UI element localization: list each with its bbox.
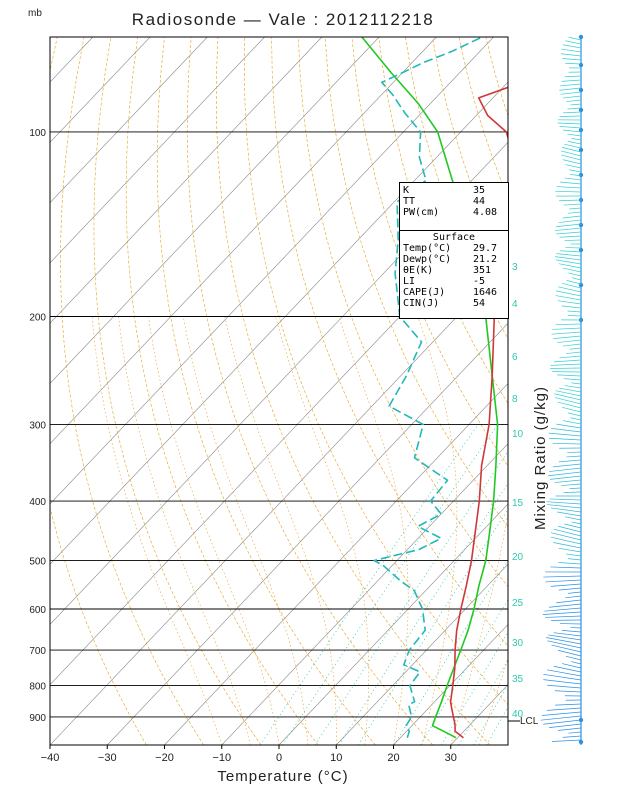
wind-barb: [564, 379, 581, 380]
index-label: PW(cm): [403, 207, 440, 218]
wind-barb: [562, 407, 581, 412]
x-tick-label: 10: [330, 752, 343, 764]
wind-barb: [562, 59, 581, 60]
wind-barb: [562, 80, 581, 81]
isotherm-line: [0, 37, 207, 745]
wind-barb: [554, 394, 581, 400]
surface-row: [400, 287, 508, 298]
dry-adiabat-line: [593, 37, 618, 745]
wind-barb: [566, 656, 581, 660]
wind-barb: [555, 480, 581, 483]
wind-barb: [564, 524, 581, 528]
wind-barb: [552, 332, 581, 334]
index-row: [400, 185, 508, 196]
wind-barb: [553, 464, 581, 467]
parcel-curve: [362, 37, 498, 738]
wind-barb: [568, 134, 581, 136]
wind-barb: [555, 191, 581, 192]
wind-barb: [567, 108, 581, 109]
wind-barb: [560, 84, 581, 86]
pressure-tick-label: 700: [29, 646, 46, 658]
x-tick-label: 30: [444, 752, 457, 764]
wind-barb: [551, 508, 581, 512]
surface-row: [400, 265, 508, 276]
wind-barb: [572, 278, 581, 280]
wind-barb: [556, 324, 581, 325]
wind-barb: [562, 630, 581, 632]
wind-barb: [547, 641, 581, 648]
mixing-ratio-tick-label: 25: [512, 598, 524, 609]
wind-level-dot: [579, 173, 583, 177]
wind-barb: [560, 251, 581, 252]
surface-label: CIN(J): [403, 298, 440, 309]
mixing-ratio-tick-label: 35: [512, 674, 524, 685]
wind-barb: [562, 664, 581, 668]
mixing-ratio-tick-label: 8: [512, 394, 518, 405]
wind-barb: [550, 476, 581, 479]
wind-barb: [563, 130, 581, 132]
wind-barb: [558, 728, 581, 730]
isotherm-line: [394, 37, 618, 745]
surface-label: LI: [403, 276, 416, 287]
wind-level-dot: [579, 223, 583, 227]
surface-title: Surface: [432, 232, 476, 243]
pressure-tick-label: 500: [29, 556, 46, 568]
mixing-ratio-line: [315, 425, 526, 746]
mixing-ratio-line: [441, 425, 618, 746]
surface-value: 351: [473, 265, 492, 276]
pressure-tick-label: 100: [29, 127, 46, 139]
surface-value: 1646: [473, 287, 498, 298]
x-tick-label: −40: [40, 752, 60, 764]
wind-barb: [548, 472, 581, 476]
wind-barb: [559, 356, 581, 358]
dry-adiabat-line: [61, 37, 204, 745]
wind-barb: [549, 468, 581, 472]
wind-barb: [563, 160, 581, 164]
moist-adiabat-line: [225, 317, 336, 746]
wind-barb: [559, 460, 581, 462]
sounding-curves: [362, 37, 618, 738]
moist-adiabat-line: [183, 317, 307, 746]
wind-barb: [565, 165, 581, 168]
wind-barb: [550, 499, 581, 500]
wind-barb: [556, 224, 581, 227]
wind-barb: [551, 533, 581, 540]
wind-barb: [561, 54, 581, 56]
mixing-ratio-line: [487, 425, 618, 746]
moist-adiabat-line: [418, 317, 457, 746]
wind-barb: [567, 452, 581, 453]
dry-adiabat-line: [298, 37, 618, 745]
wind-barb: [570, 488, 581, 489]
wind-barb: [543, 680, 581, 684]
wind-barb: [556, 291, 581, 296]
wind-barb: [547, 685, 581, 688]
wind-barb: [550, 368, 581, 369]
wind-barb: [566, 456, 581, 457]
wind-barb: [556, 232, 581, 234]
isotherm-line: [508, 37, 618, 745]
wind-barb: [547, 502, 581, 504]
wind-barb: [555, 704, 581, 705]
lcl-label: LCL: [520, 716, 539, 727]
wind-barb: [571, 104, 581, 105]
x-tick-label: 0: [275, 752, 283, 764]
moist-adiabat-line: [119, 317, 251, 746]
wind-barb: [563, 736, 581, 737]
wind-barb: [555, 257, 581, 260]
pressure-tick-label: 800: [29, 681, 46, 693]
isotherm-line: [165, 37, 618, 745]
wind-barb: [557, 187, 581, 188]
isotherm-line: [0, 37, 265, 745]
surface-value: -5: [473, 276, 486, 287]
dry-adiabat-line: [157, 37, 375, 745]
wind-barb: [556, 600, 581, 603]
moist-adiabat-line: [276, 317, 369, 746]
wind-barb: [568, 315, 581, 316]
moist-adiabat-line: [508, 317, 618, 746]
wind-barb: [558, 287, 581, 292]
wind-barb: [559, 588, 581, 590]
pressure-tick-label: 900: [29, 712, 46, 724]
wind-barb: [556, 296, 581, 300]
x-tick-label: 20: [387, 752, 400, 764]
mixing-ratio-line: [283, 425, 498, 746]
pressure-tick-label: 400: [29, 497, 46, 509]
index-value: 4.08: [473, 207, 498, 218]
wind-barb: [558, 562, 581, 564]
wind-barb: [545, 616, 581, 617]
wind-barb: [552, 645, 581, 652]
surface-value: 29.7: [473, 243, 498, 254]
wind-barb: [564, 240, 581, 241]
wind-barb: [554, 633, 581, 636]
wind-level-dot: [579, 740, 583, 744]
wind-barb: [556, 254, 581, 256]
dry-adiabat-line: [379, 37, 618, 745]
isotherm-line: [0, 37, 36, 745]
wind-barb: [543, 720, 581, 724]
wind-barb: [551, 364, 581, 365]
chart-title: Radiosonde — Vale : 2012112218: [131, 10, 435, 29]
wind-barb: [560, 236, 581, 237]
stability-indices-box: [399, 182, 509, 231]
wind-barb: [558, 123, 581, 124]
wind-barb: [560, 92, 581, 94]
dry-adiabat-line: [432, 37, 618, 745]
wind-barb: [557, 340, 581, 343]
wind-barb: [554, 360, 581, 362]
wind-barb: [569, 170, 581, 172]
wind-barb: [563, 96, 581, 98]
wind-barb: [551, 584, 581, 586]
wind-barb: [549, 438, 581, 440]
isotherm-line: [0, 37, 93, 745]
wind-barb: [563, 216, 581, 218]
wind-barb: [550, 567, 581, 568]
plot-frame: [50, 37, 508, 745]
wind-barb: [542, 712, 581, 715]
wind-barb: [564, 144, 581, 148]
wind-barb: [564, 204, 581, 205]
wind-barb: [565, 41, 581, 44]
isotherm-line: [0, 37, 322, 745]
surface-row: [400, 276, 508, 287]
wind-level-dot: [579, 35, 583, 39]
mixing-ratio-tick-label: 10: [512, 429, 524, 440]
x-axis-label: Temperature (°C): [217, 768, 349, 785]
index-row: [400, 207, 508, 218]
wind-barb: [571, 383, 581, 384]
surface-label: θE(K): [403, 265, 434, 276]
wind-barb: [543, 576, 581, 577]
mixing-ratio-tick-label: 3: [512, 262, 518, 273]
wind-barb: [555, 398, 581, 404]
index-label: TT: [403, 196, 416, 207]
wind-barb: [566, 352, 581, 354]
pressure-tick-label: 600: [29, 604, 46, 616]
wind-barb: [565, 596, 581, 598]
wind-barb: [562, 283, 581, 288]
dewpoint-curve: [374, 37, 482, 738]
wind-barb: [557, 375, 581, 376]
wind-barb: [572, 138, 581, 140]
wind-barb: [559, 548, 581, 552]
wind-barb: [568, 273, 581, 276]
mixing-ratio-tick-label: 40: [512, 709, 524, 720]
wind-barb: [566, 554, 581, 556]
wind-barb: [565, 178, 581, 180]
wind-barb: [568, 212, 581, 213]
mixing-ratio-line: [394, 425, 595, 746]
index-value: 35: [473, 185, 486, 196]
wind-barb: [544, 608, 581, 611]
isotherm-line: [0, 37, 618, 745]
x-tick-label: −10: [212, 752, 232, 764]
wind-barb: [555, 228, 581, 231]
x-tick-label: −20: [155, 752, 174, 764]
wind-barb: [552, 740, 581, 741]
wind-level-dot: [579, 63, 583, 67]
wind-barb: [556, 260, 581, 264]
wind-barb: [560, 182, 581, 184]
wind-barb: [551, 428, 581, 432]
wind-barb: [569, 208, 581, 209]
index-value: 44: [473, 196, 486, 207]
wind-barb: [549, 604, 581, 607]
wind-barb: [553, 336, 581, 339]
wind-barb: [570, 348, 581, 349]
wind-barb: [543, 612, 581, 615]
surface-row: [400, 254, 508, 265]
mixing-ratio-tick-label: 20: [512, 552, 524, 563]
wind-barb: [561, 49, 581, 52]
mixing-ratio-tick-label: 15: [512, 498, 524, 509]
wind-barb: [558, 301, 581, 304]
index-label: K: [403, 185, 410, 196]
dry-adiabat-line: [126, 37, 318, 745]
pressure-tick-label: 200: [29, 312, 46, 324]
wind-barb: [571, 662, 581, 664]
mixing-ratio-tick-label: 6: [512, 352, 518, 363]
isotherm-line: [279, 37, 618, 745]
surface-parameters-box: [399, 230, 509, 319]
isotherm-line: [0, 37, 551, 745]
wind-barb: [565, 517, 581, 520]
wind-barb: [563, 112, 581, 113]
wind-barb: [562, 147, 581, 152]
wind-barb: [555, 691, 581, 692]
surface-label: CAPE(J): [403, 287, 446, 298]
wind-barb: [563, 45, 581, 48]
wind-barb: [559, 388, 581, 392]
wind-barb: [547, 505, 581, 508]
mixing-ratio-line: [421, 425, 618, 746]
wind-level-dot: [579, 248, 583, 252]
wind-barb: [561, 151, 581, 156]
wind-barb: [554, 529, 581, 536]
mixing-ratio-tick-label: 4: [512, 299, 518, 310]
wind-barb: [559, 200, 581, 201]
wind-barb: [559, 220, 581, 223]
wind-barb: [563, 421, 581, 424]
dry-adiabat-line: [26, 37, 147, 745]
surface-row: [400, 298, 508, 309]
surface-label: Dewp(°C): [403, 254, 452, 265]
wind-barb: [552, 328, 581, 329]
wind-barb: [568, 559, 581, 560]
pressure-tick-label: 300: [29, 420, 46, 432]
wind-barb: [562, 306, 581, 308]
wind-barb: [556, 424, 581, 428]
wind-barb: [549, 724, 581, 728]
wind-barb: [567, 280, 581, 284]
wind-barb: [541, 716, 581, 720]
chart-grid: [0, 37, 618, 745]
dry-adiabat-line: [187, 37, 433, 745]
wind-barb: [565, 63, 581, 64]
wind-barb: [563, 344, 581, 346]
wind-barb: [572, 522, 581, 524]
wind-barb: [561, 155, 581, 160]
dry-adiabat-line: [216, 37, 490, 745]
wind-barb: [557, 512, 581, 516]
wind-barb: [568, 413, 581, 416]
dry-adiabat-line: [513, 37, 618, 745]
mixing-ratio-axis-label: Mixing Ratio (g/kg): [532, 385, 549, 531]
wind-barb: [568, 732, 581, 733]
wind-barb: [546, 637, 581, 644]
mixing-ratio-tick-label: 30: [512, 638, 524, 649]
isotherm-line: [0, 37, 436, 745]
wind-barb: [568, 592, 581, 593]
wind-barb: [563, 268, 581, 272]
wind-barb: [545, 580, 581, 582]
index-row: [400, 196, 508, 207]
wind-barb: [559, 264, 581, 268]
wind-barb: [560, 126, 581, 128]
dry-adiabat-line: [94, 37, 261, 745]
surface-label: Temp(°C): [403, 243, 452, 254]
wind-barb: [561, 484, 581, 486]
wind-barb: [549, 433, 581, 436]
surface-row: [400, 243, 508, 254]
wind-barb: [570, 627, 581, 628]
x-tick-label: −30: [97, 752, 117, 764]
wind-barb: [565, 76, 581, 77]
wind-barb: [568, 141, 581, 144]
wind-barb: [559, 88, 581, 90]
wind-barb: [553, 443, 581, 444]
wind-barb: [566, 100, 581, 102]
wind-barb: [571, 418, 581, 420]
pressure-unit-label: mb: [28, 8, 42, 19]
wind-barb: [565, 386, 581, 388]
wind-barb: [568, 311, 581, 312]
wind-barb: [547, 708, 581, 710]
surface-value: 54: [473, 298, 486, 309]
moist-adiabat-line: [339, 317, 408, 746]
surface-value: 21.2: [473, 254, 498, 265]
moist-adiabat-line: [92, 317, 222, 746]
